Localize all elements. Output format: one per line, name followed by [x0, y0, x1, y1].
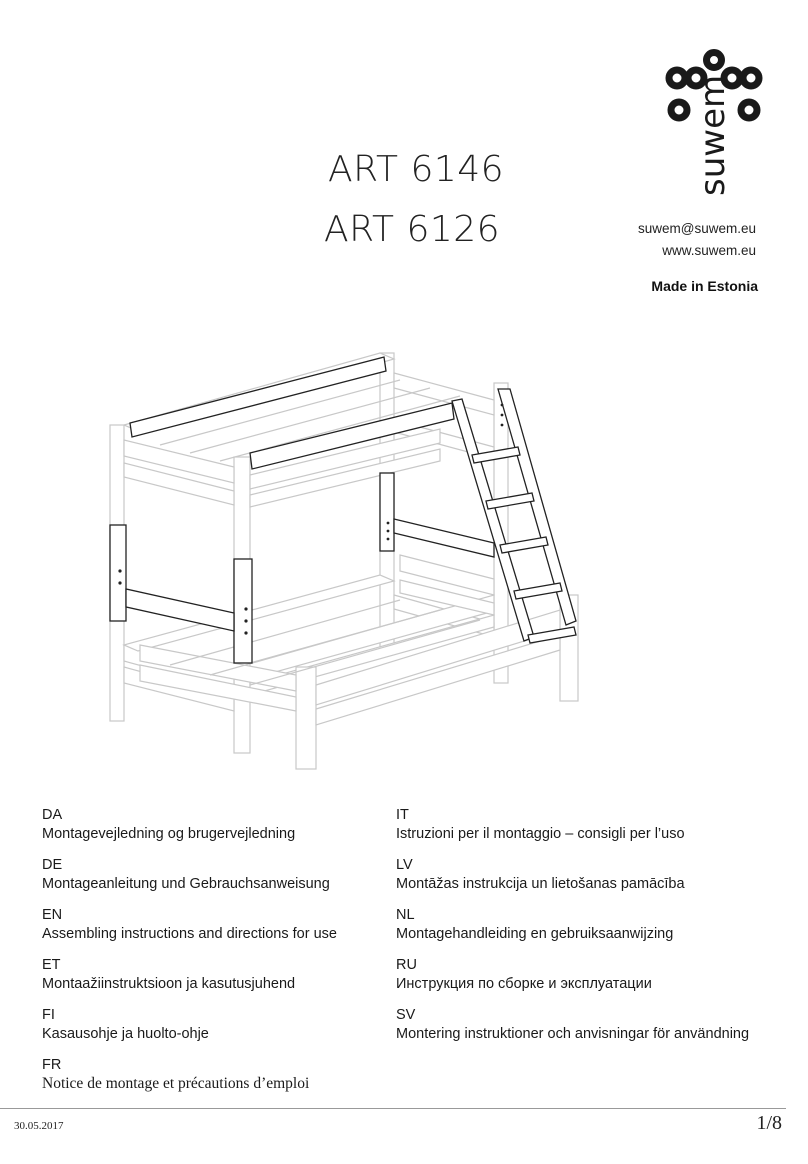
language-description: Инструкция по сборке и эксплуатации: [396, 976, 652, 992]
language-code: RU: [396, 957, 417, 973]
footer-divider: [0, 1108, 786, 1109]
suwem-logo-graphic: [664, 46, 764, 196]
bunk-bed-illustration: [100, 345, 600, 775]
language-code: EN: [42, 907, 63, 923]
contact-website[interactable]: www.suwem.eu: [662, 243, 756, 258]
language-code: DA: [42, 807, 63, 823]
language-entry-it: [396, 806, 749, 856]
language-code: DE: [42, 857, 63, 873]
language-description: Montering instruktioner och anvisningar för användning: [396, 1026, 750, 1042]
model-title-6146: ART 6146: [328, 149, 505, 190]
language-list-left: [42, 806, 337, 1106]
footer-date: 30.05.2017: [14, 1120, 64, 1132]
language-entry-fi: [42, 1006, 337, 1056]
language-description: Montagehandleiding en gebruiksaanwijzing: [396, 926, 674, 942]
language-entry-en: [42, 906, 337, 956]
language-code: SV: [396, 1007, 416, 1023]
language-description: Montāžas instrukcija un lietošanas pamācība: [396, 876, 685, 892]
suwem-logo: [664, 46, 764, 196]
language-entry-sv: [396, 1006, 749, 1056]
language-code: FR: [42, 1057, 62, 1073]
language-entry-nl: [396, 906, 749, 956]
language-code: IT: [396, 807, 409, 823]
language-entry-et: [42, 956, 337, 1006]
language-code: NL: [396, 907, 415, 923]
language-description: Notice de montage et précautions d’emploi: [42, 1075, 310, 1092]
language-entry-ru: [396, 956, 749, 1006]
language-code: LV: [396, 857, 413, 873]
language-entry-de: [42, 856, 337, 906]
language-list-right: [396, 806, 749, 1056]
language-entry-fr: [42, 1056, 337, 1106]
language-entry-lv: [396, 856, 749, 906]
language-code: ET: [42, 957, 61, 973]
logo-wordmark: suwem: [693, 74, 733, 196]
page-number: 1/8: [756, 1112, 782, 1134]
language-code: FI: [42, 1007, 55, 1023]
language-description: Montaažiinstruktsioon ja kasutusjuhend: [42, 976, 296, 992]
contact-block: [638, 218, 756, 262]
contact-email[interactable]: suwem@suwem.eu: [638, 221, 756, 236]
language-description: Montageanleitung und Gebrauchsanweisung: [42, 876, 330, 892]
language-description: Montagevejledning og brugervejledning: [42, 826, 296, 842]
model-title-6126: ART 6126: [324, 209, 501, 250]
language-description: Kasausohje ja huolto-ohje: [42, 1026, 209, 1042]
made-in-label: Made in Estonia: [651, 278, 758, 294]
language-description: Istruzioni per il montaggio – consigli per l’uso: [396, 826, 685, 842]
language-description: Assembling instructions and directions for use: [42, 926, 337, 942]
language-entry-da: [42, 806, 337, 856]
bunk-bed-drawing: [100, 345, 600, 775]
